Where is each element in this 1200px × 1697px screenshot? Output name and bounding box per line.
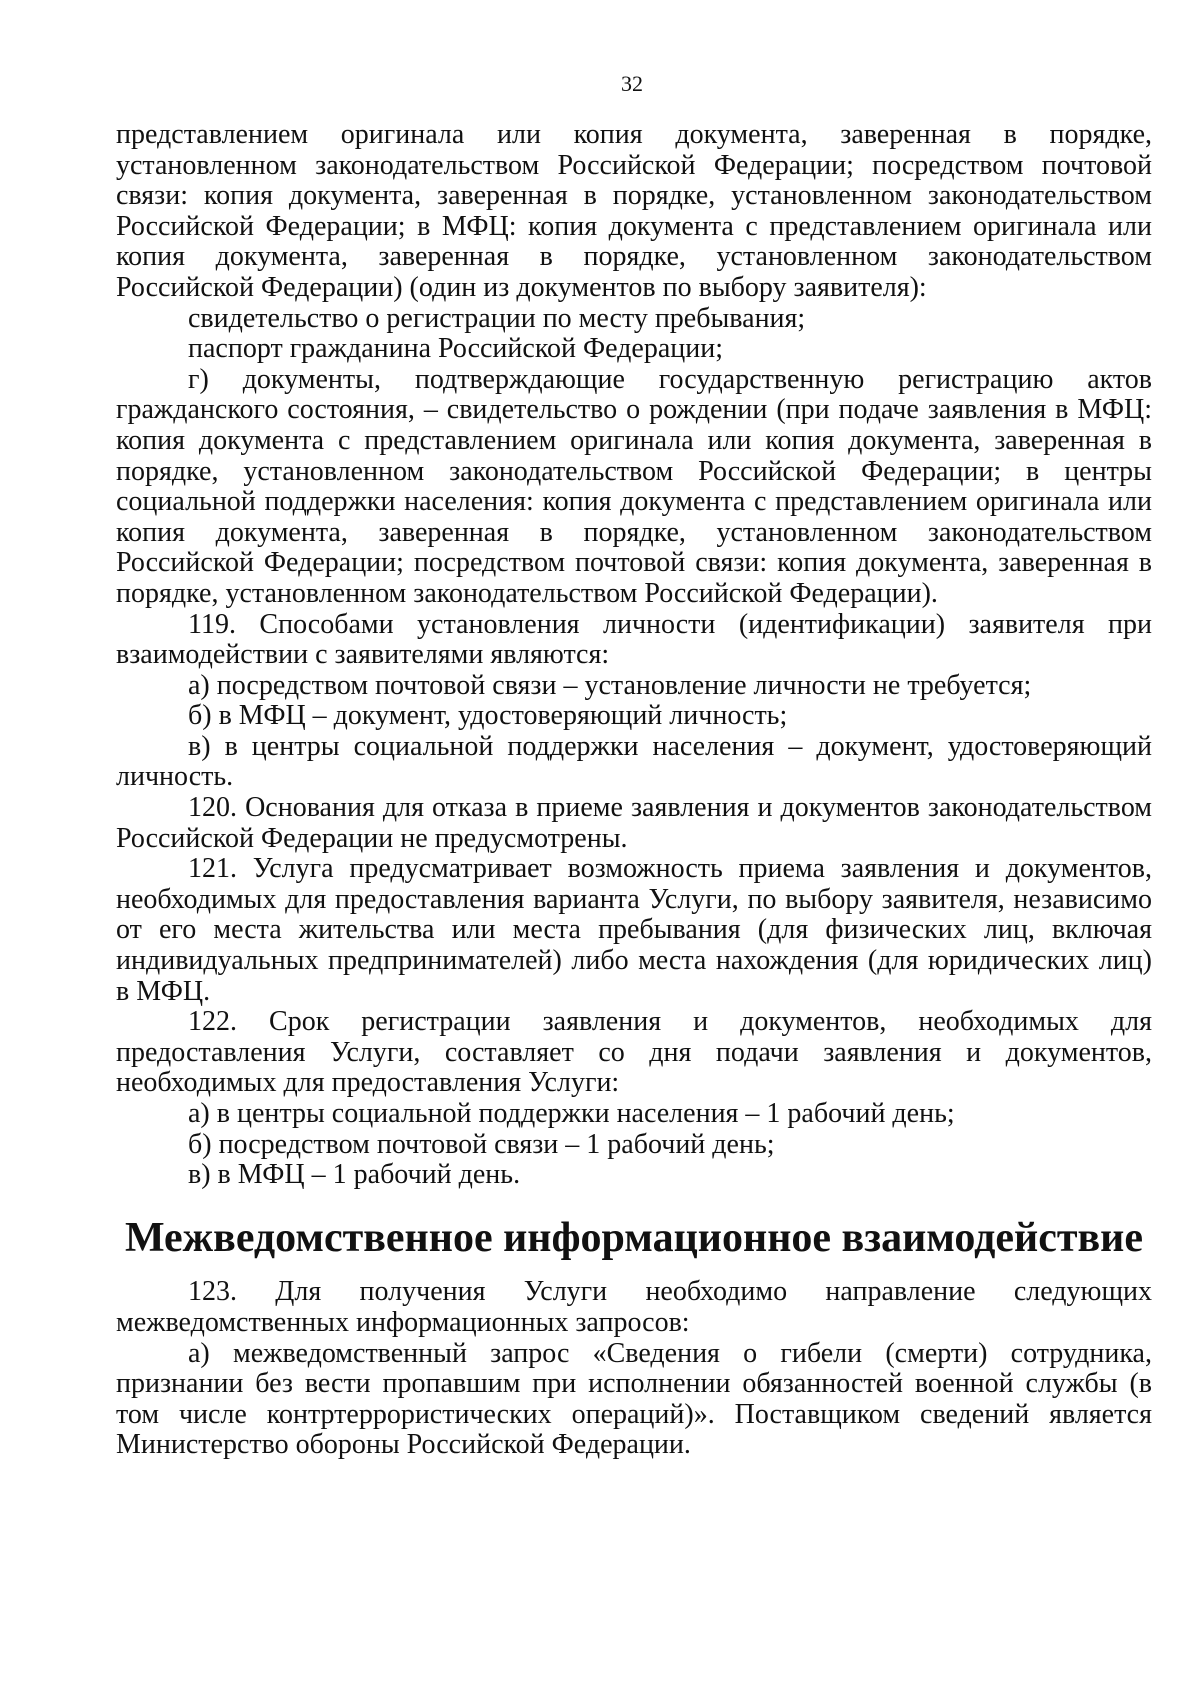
section-heading: Межведомственное информационное взаимодействие (124, 1214, 1144, 1261)
list-item-passport: паспорт гражданина Российской Федерации; (188, 333, 724, 365)
list-item-registration-certificate: свидетельство о регистрации по месту пребывания; (188, 302, 806, 334)
paragraph-122: 122. Срок регистрации заявления и документов, необходимых для предоставления Услуги, составляет со дня подачи заявления и документов, необходимых для предоставления Услуги: (116, 1006, 1152, 1099)
page-number: 32 (621, 71, 643, 96)
paragraph-120: 120. Основания для отказа в приеме заявления и документов законодательством Российской Федерации не предусмотрены. (116, 792, 1152, 854)
paragraph-123-a: а) межведомственный запрос «Сведения о гибели (смерти) сотрудника, признании без вести пропавшим при исполнении обязанностей военной службы (в том числе контртеррористических операций)». Поставщиком сведений является Министерство обороны Российской Федерации. (116, 1337, 1152, 1461)
document-body (116, 120, 1152, 1461)
paragraph-123: 123. Для получения Услуги необходимо направление следующих межведомственных информационных запросов: (116, 1276, 1152, 1338)
paragraph-119-b: б) в МФЦ – документ, удостоверяющий личность; (188, 700, 788, 732)
paragraph-continuation: представлением оригинала или копия документа, заверенная в порядке, установленном законодательством Российской Федерации; посредством почтовой связи: копия документа, заверенная в порядке, установленном законодательством Российской Федерации; в МФЦ: копия документа с представлением оригинала или копия документа, заверенная в порядке, установленном законодательством Российской Федерации) (один из документов по выбору заявителя): (116, 119, 1152, 303)
paragraph-122-a: а) в центры социальной поддержки населения – 1 рабочий день; (188, 1098, 955, 1129)
paragraph-119: 119. Способами установления личности (идентификации) заявителя при взаимодействии с заявителями являются: (116, 608, 1152, 671)
paragraph-122-v: в) в МФЦ – 1 рабочий день. (188, 1159, 521, 1191)
paragraph-122-b: б) посредством почтовой связи – 1 рабочий день; (188, 1128, 775, 1160)
paragraph-121: 121. Услуга предусматривает возможность приема заявления и документов, необходимых для предоставления варианта Услуги, по выбору заявителя, независимо от его места жительства или места пребывания (для физических лиц, включая индивидуальных предпринимателей) либо места нахождения (для юридических лиц) в МФЦ. (116, 853, 1152, 1007)
paragraph-civil-status-documents: г) документы, подтверждающие государственную регистрацию актов гражданского состояния, – свидетельство о рождении (при подаче заявления в МФЦ: копия документа с представлением оригинала или копия документа, заверенная в порядке, установленном законодательством Российской Федерации; в центры социальной поддержки населения: копия документа с представлением оригинала или копия документа, заверенная в порядке, установленном законодательством Российской Федерации; посредством почтовой связи: копия документа, заверенная в порядке, установленном законодательством Российской Федерации). (116, 363, 1152, 609)
paragraph-119-a: а) посредством почтовой связи – установление личности не требуется; (188, 669, 1032, 701)
paragraph-119-v: в) в центры социальной поддержки населения – документ, удостоверяющий личность. (116, 730, 1152, 793)
